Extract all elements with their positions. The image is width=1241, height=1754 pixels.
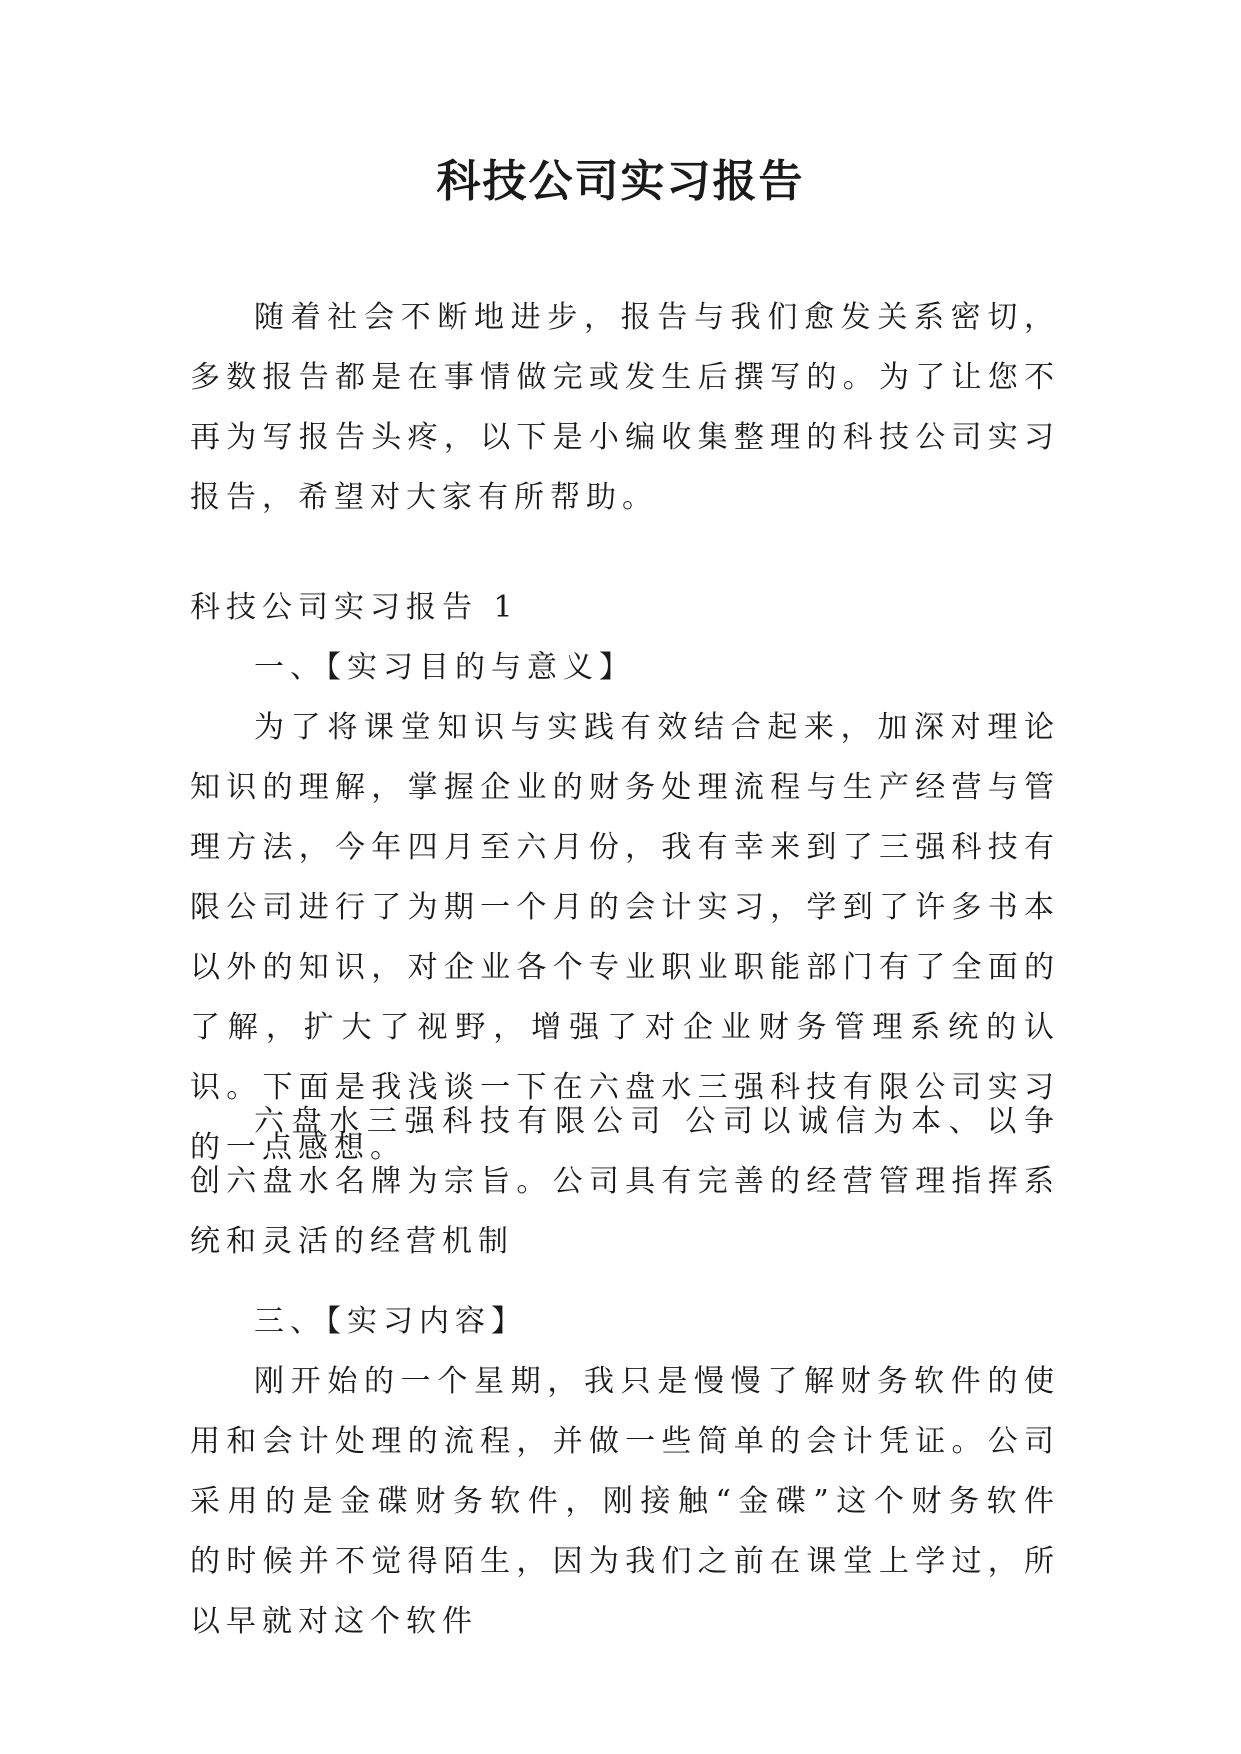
document-title: 科技公司实习报告 — [436, 156, 805, 207]
company-paragraph: 六盘水三强科技有限公司 公司以诚信为本、以争创六盘水名牌为宗旨。公司具有完善的经营管理指挥系统和灵活的经营机制 — [190, 1104, 1060, 1259]
section-heading-content: 三、【实习内容】 — [254, 1304, 527, 1339]
content-paragraph: 刚开始的一个星期，我只是慢慢了解财务软件的使用和会计处理的流程，并做一些简单的会计凭证。公司采用的是金碟财务软件，刚接触“金碟”这个财务软件的时候并不觉得陌生，因为我们之前在课堂上学过，所以早就对这个软件 — [190, 1364, 1060, 1639]
purpose-paragraph: 为了将课堂知识与实践有效结合起来，加深对理论知识的理解，掌握企业的财务处理流程与生产经营与管理方法，今年四月至六月份，我有幸来到了三强科技有限公司进行了为期一个月的会计实习，学到了许多书本以外的知识，对企业各个专业职业职能部门有了全面的了解，扩大了视野，增强了对企业财务管理系统的认识。下面是我浅谈一下在六盘水三强科技有限公司实习的一点感想。 — [190, 710, 1060, 1165]
report-heading: 科技公司实习报告 1 — [190, 590, 519, 625]
section-heading-purpose: 一、【实习目的与意义】 — [254, 650, 635, 685]
intro-paragraph: 随着社会不断地进步，报告与我们愈发关系密切，多数报告都是在事情做完或发生后撰写的。为了让您不再为写报告头疼，以下是小编收集整理的科技公司实习报告，希望对大家有所帮助。 — [190, 300, 1060, 515]
